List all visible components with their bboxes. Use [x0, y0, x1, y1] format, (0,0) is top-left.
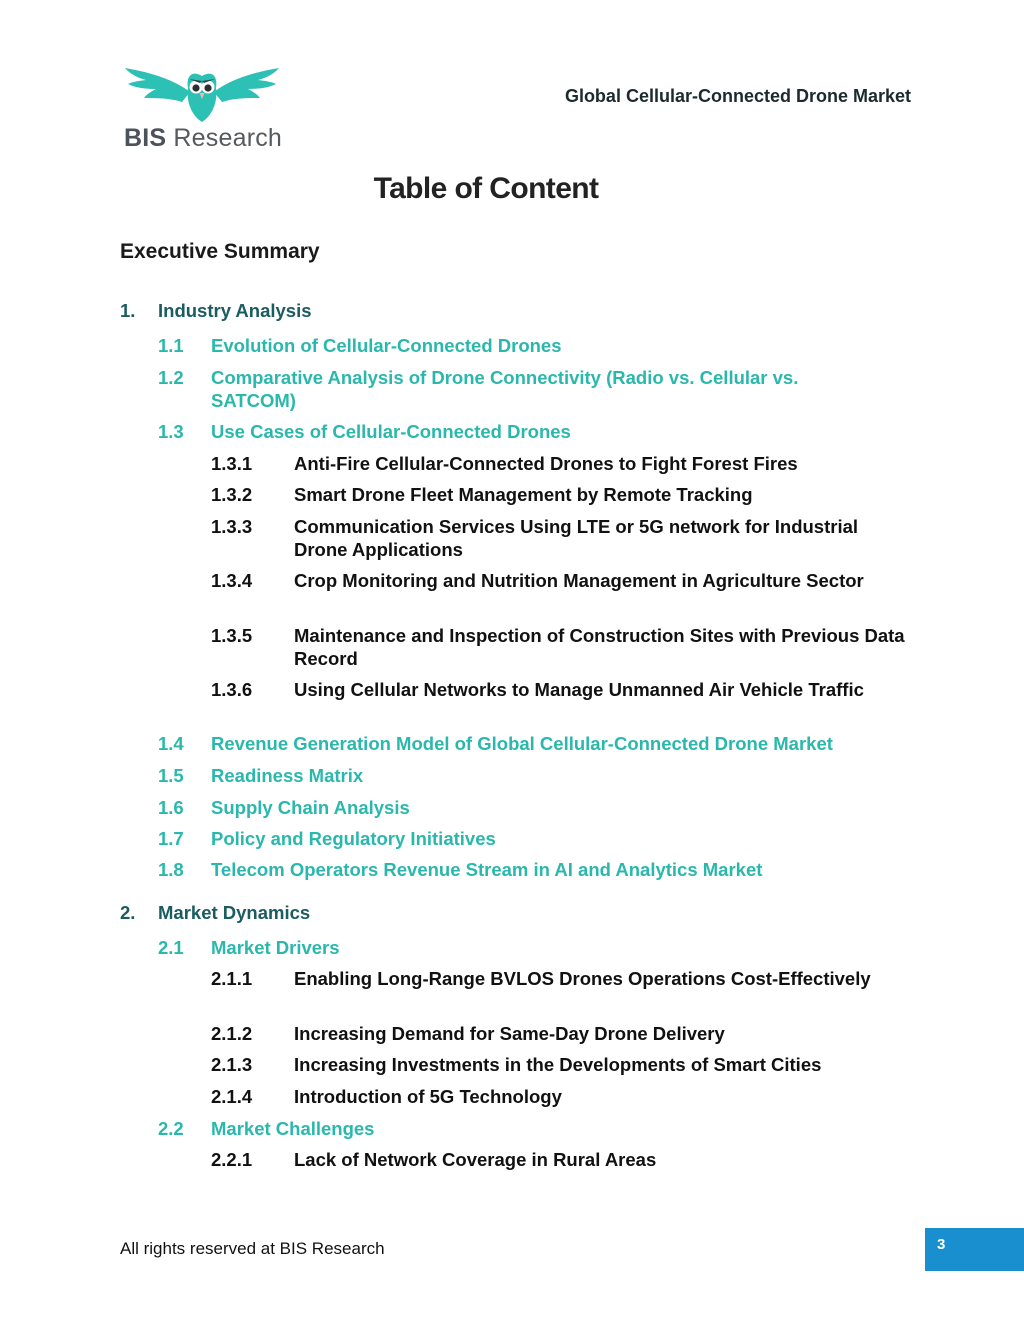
toc-entry-number: 1. [120, 300, 136, 321]
toc-entry-title: Industry Analysis [158, 300, 312, 321]
toc-entry-title: Communication Services Using LTE or 5G network for Industrial Drone Applications [294, 516, 859, 560]
toc-entry-title: Use Cases of Cellular-Connected Drones [211, 421, 571, 442]
bis-research-logo [120, 62, 285, 154]
toc-entry-title: Evolution of Cellular-Connected Drones [211, 335, 562, 356]
toc-entry-title: Using Cellular Networks to Manage Unmanned Air Vehicle Traffic [294, 679, 864, 700]
page-number-box [925, 1228, 1024, 1271]
toc-entry-title: Readiness Matrix [211, 765, 364, 786]
toc-entry-title: Enabling Long-Range BVLOS Drones Operations Cost-Effectively [294, 968, 871, 989]
toc-entry-number: 2.2.1 [211, 1149, 253, 1170]
toc-entry-number: 1.3.3 [211, 516, 253, 537]
toc-entry-number: 2.1.3 [211, 1054, 253, 1075]
toc-entry-number: 2. [120, 902, 136, 923]
toc-entry-number: 1.3.5 [211, 625, 253, 646]
toc-entry-title: Telecom Operators Revenue Stream in AI and Analytics Market [211, 859, 763, 880]
toc-entry-number: 2.1.2 [211, 1023, 253, 1044]
footer-rights: All rights reserved at BIS Research [120, 1239, 385, 1258]
toc-entry-number: 1.2 [158, 367, 184, 388]
toc-entry-title: Increasing Demand for Same-Day Drone Delivery [294, 1023, 725, 1044]
toc-entry-title: Policy and Regulatory Initiatives [211, 828, 496, 849]
toc-entry-number: 2.1 [158, 937, 184, 958]
toc-entry-number: 2.1.4 [211, 1086, 253, 1107]
toc-entry-title: Supply Chain Analysis [211, 797, 410, 818]
toc-entry-title: Maintenance and Inspection of Construction Sites with Previous Data Record [294, 625, 905, 669]
logo-brand-rest: Research [166, 124, 283, 152]
toc-entry-title: Market Challenges [211, 1118, 375, 1139]
toc-entry-title: Crop Monitoring and Nutrition Management in Agriculture Sector [294, 570, 864, 591]
toc-entry-number: 1.8 [158, 859, 184, 880]
toc-entry-number: 2.1.1 [211, 968, 253, 989]
logo-brand-bold: BIS [124, 124, 167, 152]
toc-entry-number: 1.3 [158, 421, 184, 442]
toc-entry-number: 1.5 [158, 765, 184, 786]
toc-entry-number: 1.3.2 [211, 484, 253, 505]
toc-entry-title: Market Dynamics [158, 902, 311, 923]
toc-entry-number: 1.3.4 [211, 570, 253, 591]
toc-entry-number: 1.6 [158, 797, 184, 818]
logo-text [124, 124, 282, 153]
toc-entry-title: Market Drivers [211, 937, 340, 958]
toc-entry-number: 1.4 [158, 733, 184, 754]
toc-entry-number: 1.3.1 [211, 453, 253, 474]
toc-entry-title: Smart Drone Fleet Management by Remote Tracking [294, 484, 753, 505]
toc-entry-title: Comparative Analysis of Drone Connectivity (Radio vs. Cellular vs. SATCOM) [211, 367, 799, 411]
toc-entry-title: Introduction of 5G Technology [294, 1086, 562, 1107]
toc-entry-title: Increasing Investments in the Developments of Smart Cities [294, 1054, 822, 1075]
toc-entry-title: Revenue Generation Model of Global Cellular-Connected Drone Market [211, 733, 833, 754]
page-title: Table of Content [373, 172, 599, 205]
owl-icon [120, 62, 285, 124]
toc-entry-number: 1.7 [158, 828, 184, 849]
page-number: 3 [937, 1236, 946, 1253]
toc-entry-title: Anti-Fire Cellular-Connected Drones to Fight Forest Fires [294, 453, 798, 474]
toc-entry-number: 2.2 [158, 1118, 184, 1139]
toc-entry-number: 1.3.6 [211, 679, 253, 700]
toc-executive-summary[interactable]: Executive Summary [120, 240, 320, 263]
report-title: Global Cellular-Connected Drone Market [564, 86, 911, 106]
toc-entry-number: 1.1 [158, 335, 184, 356]
toc-entry-title: Lack of Network Coverage in Rural Areas [294, 1149, 657, 1170]
